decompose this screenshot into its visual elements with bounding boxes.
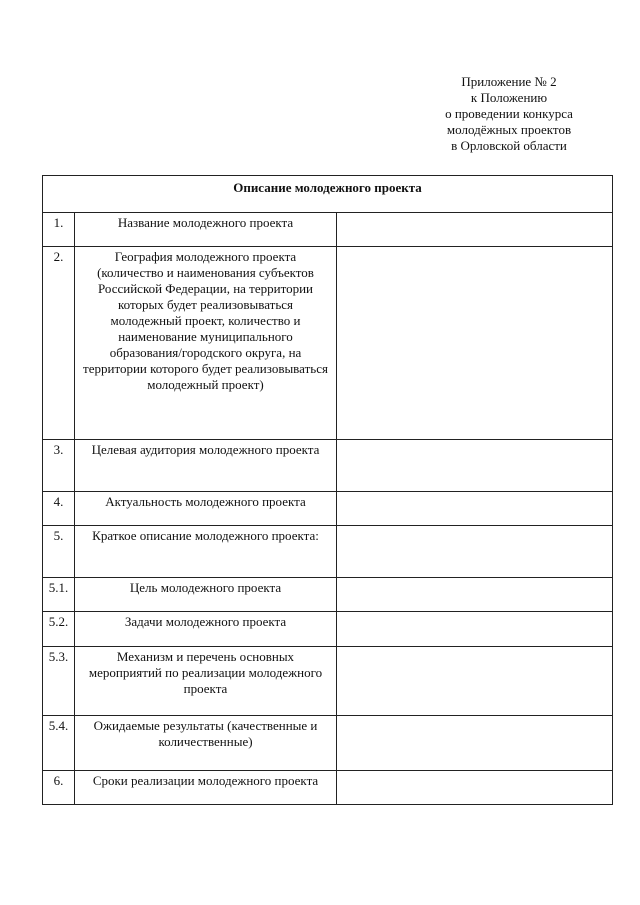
table-title: Описание молодежного проекта — [233, 180, 422, 195]
row-value — [337, 647, 613, 716]
table-row — [43, 492, 613, 526]
project-description-table — [42, 175, 613, 805]
row-number: 2. — [43, 247, 75, 440]
table-row — [43, 440, 613, 492]
table-row — [43, 247, 613, 440]
appendix-line: к Положению — [470, 90, 548, 105]
row-value — [337, 578, 613, 612]
table-row — [43, 771, 613, 805]
row-number: 5.3. — [43, 647, 75, 716]
row-number: 5. — [43, 526, 75, 578]
table-title-cell — [43, 176, 613, 213]
row-value — [337, 440, 613, 492]
row-label: Целевая аудитория молодежного проекта — [75, 440, 337, 492]
row-label: География молодежного проекта (количество и наименования субъектов Российской Федерации, на территории которых будет реализовываться молодежный проект, количество и наименование муниципального образования/городского округа, на территории которого будет реализовываться молодежный проект) — [75, 247, 337, 440]
table-row — [43, 612, 613, 647]
row-value — [337, 612, 613, 647]
table-row — [43, 213, 613, 247]
row-number: 1. — [43, 213, 75, 247]
row-number: 5.4. — [43, 716, 75, 771]
appendix-line: Приложение № 2 — [461, 74, 557, 89]
row-label: Механизм и перечень основных мероприятий по реализации молодежного проекта — [75, 647, 337, 716]
row-value — [337, 526, 613, 578]
row-number: 3. — [43, 440, 75, 492]
row-number: 6. — [43, 771, 75, 805]
row-label: Актуальность молодежного проекта — [75, 492, 337, 526]
row-number: 4. — [43, 492, 75, 526]
row-label: Сроки реализации молодежного проекта — [75, 771, 337, 805]
table-row — [43, 578, 613, 612]
table-row — [43, 716, 613, 771]
row-value — [337, 716, 613, 771]
row-label: Название молодежного проекта — [75, 213, 337, 247]
row-value — [337, 771, 613, 805]
table-row — [43, 526, 613, 578]
table-title-row — [43, 176, 613, 213]
appendix-line: молодёжных проектов — [446, 122, 572, 137]
appendix-header — [396, 74, 622, 154]
appendix-line: о проведении конкурса — [445, 106, 573, 121]
row-number: 5.2. — [43, 612, 75, 647]
row-label: Краткое описание молодежного проекта: — [75, 526, 337, 578]
row-value — [337, 492, 613, 526]
row-label: Ожидаемые результаты (качественные и количественные) — [75, 716, 337, 771]
row-label: Задачи молодежного проекта — [75, 612, 337, 647]
row-number: 5.1. — [43, 578, 75, 612]
row-value — [337, 247, 613, 440]
appendix-line: в Орловской области — [451, 138, 567, 153]
table-row — [43, 647, 613, 716]
row-label: Цель молодежного проекта — [75, 578, 337, 612]
row-value — [337, 213, 613, 247]
